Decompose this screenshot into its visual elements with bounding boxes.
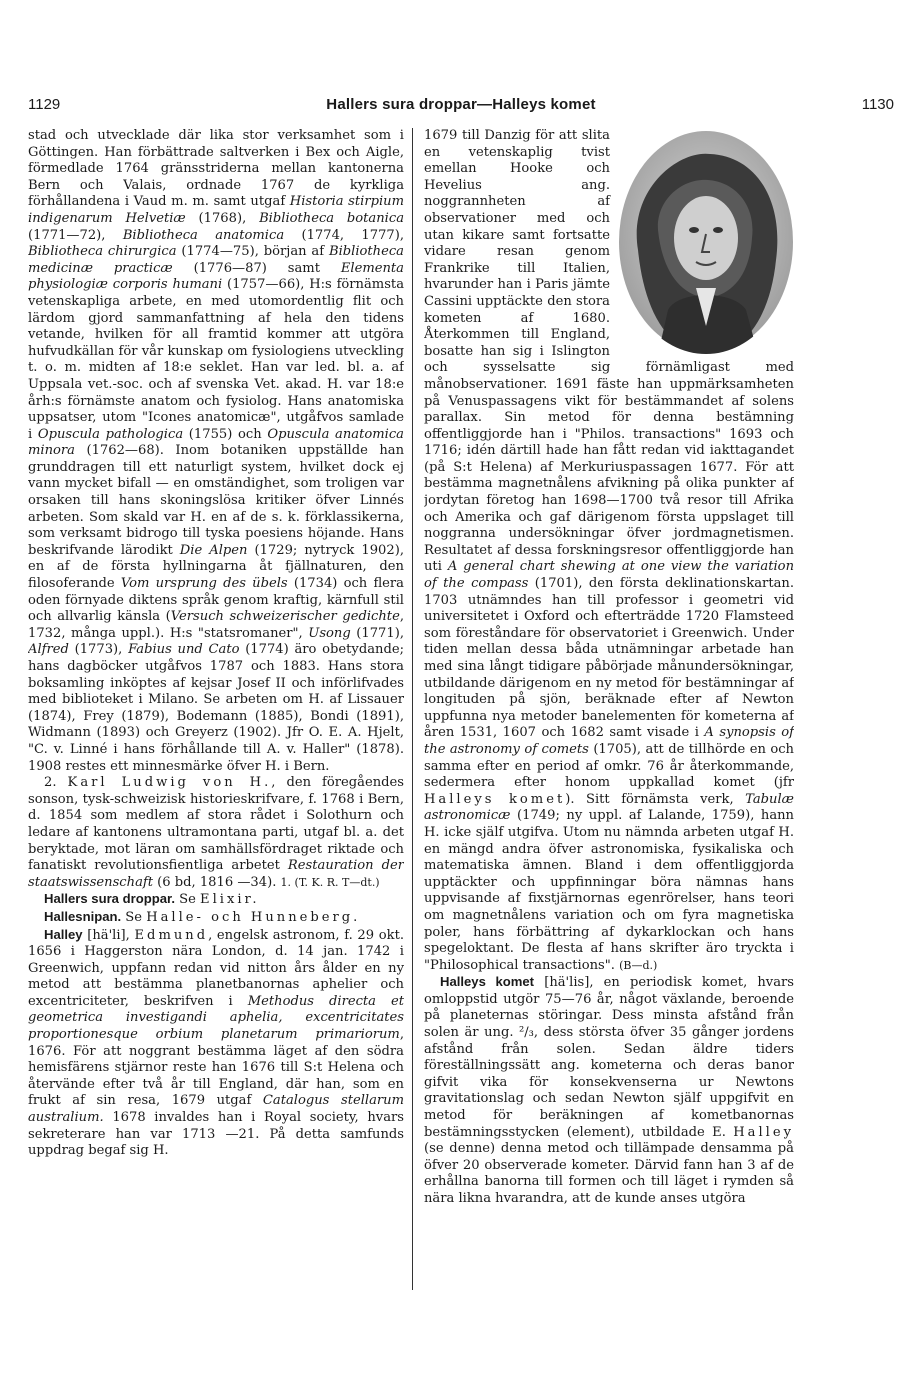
author-signature: (B—d.) xyxy=(619,958,658,972)
entry-hallesnipan: Hallesnipan. Se Halle- och Hunneberg. xyxy=(44,908,361,925)
cross-reference[interactable]: Halle- och Hunneberg. xyxy=(146,909,361,925)
page-number-right: 1130 xyxy=(861,96,894,113)
headword: Hallesnipan. xyxy=(44,908,122,924)
cross-reference[interactable]: Halleys komet xyxy=(424,791,566,807)
author-signature: 1. (T. K. R. T—dt.) xyxy=(280,875,380,889)
left-column xyxy=(28,128,404,1290)
halley-entry-continuation: 1679 till Danzig för att slita en vetenskaplig tvist emellan Hooke och Hevelius ang. noggrannheten af observationer med och utan kikare samt fortsatte vidare resan genom Frankrike till Italien, hvarunder han i Paris jämte Cassini upptäckte den stora kometen af 1680. Återkommen till England, bosatte han sig i Islington och sysselsatte sig förnämligast med månobservationer. 1691 fäste han uppmärksamheten på Venuspassagens vikt för bestämmandet af solens parallax. Sin metod för denna bestämning offentliggjorde han i "Philos. transactions" 1693 och 1716; idén därtill hade han fått redan vid iakttagandet (på S:t Helena) af Merkuriuspassagen 1677. För att bestämma magnetnålens afvikning på olika punkter af jordytan företog han 1698—1700 två resor till Afrika och Amerika och gaf därigenom första uppslaget till noggranna undersökningar öfver jordmagnetismen. Resultatet af dessa forskningsresor offentliggjorde han uti A general chart shewing at one view the variation of the compass (1701), den första deklinationskartan. 1703 utnämndes han till professor i geometri vid universitetet i Oxford och efterträdde 1720 Flamsteed som föreståndare för observatoriet i Greenwich. Under tiden mellan dessa båda utnämningar arbetade han med sina långt tidigare påbörjade månundersökningar, utbildande därigenom en ny metod för bestämningar af longituden på sjön, beräknade efter af Newton uppfunna nya metoder banelementen för kometerna af åren 1531, 1607 och 1682 samt visade i A synopsis of the astronomy of comets (1705), att de tillhörde en och samma efter en period af omkr. 76 år återkommande, sedermera efter honom uppkallad komet (jfr Halleys komet). Sitt förnämsta verk, Tabulæ astronomicæ (1749; ny uppl. af Lalande, 1759), hann H. icke själf utgifva. Utom nu nämnda arbeten utgaf H. en mängd andra öfver astronomiska, fysikaliska och matematiska ämnen. Bland i dem offentliggjorda upptäckter och uppfinningar böra nämnas hans uppvisande af fixstjärnornas egenrörelser, hans teori om magnetnålens variation och om fyra magnetiska poler, hans förbättring af dykarklockan och hans spegeloktant. De flesta af hans skrifter äro tryckta i "Philosophical transactions". (B—d.) xyxy=(424,128,794,973)
entry-halley: Halley [hä'li], Edmund, engelsk astronom, f. 29 okt. 1656 i Haggerston nära London, d. 14 jan. 1742 i Greenwich, uppfann redan vid nitton års ålder en ny metod att bestämma planetbanornas aphelier och excentriciteter, beskrifven i Methodus directa et geometrica investigandi aphelia, excentricitates proportionesque orbium planetarum primariorum, 1676. För att noggrant bestämma läget af den södra hemisfärens stjärnor reste han 1676 till S:t Helena och återvände efter två år till England, där han, som en frukt af sin resa, 1679 utgaf Catalogus stellarum australium. 1678 invaldes han i Royal society, hvars sekreterare han var 1713 —21. På detta samfunds uppdrag begaf sig H. xyxy=(28,926,404,1159)
headword: Halleys komet xyxy=(440,974,535,990)
page-number-left: 1129 xyxy=(28,96,61,113)
column-divider xyxy=(412,128,413,1290)
running-title: Hallers sura droppar—Halleys komet xyxy=(326,96,596,113)
portrait-engraving-icon xyxy=(618,130,794,354)
headword: Halley xyxy=(44,926,83,942)
haller-subentry-2: 2. Karl Ludwig von H., den föregåendes sonson, tysk-schweizisk historieskrifvare, f. 1768 i Bern, d. 1854 som medlem af stora rådet i Solothurn och ledare af kantonens ultramontana parti, utgaf bl. a. det beryktade, mot läran om samhällsfördraget riktade och fanatiskt revolutionsfientliga arbetet Restauration der staatswissenschaft (6 bd, 1816 —34). 1. (T. K. R. T—dt.) xyxy=(28,775,404,890)
right-column xyxy=(424,128,794,1290)
headword: Hallers sura droppar. xyxy=(44,891,175,907)
haller-entry-continuation: stad och utvecklade där lika stor verksamhet som i Göttingen. Han förbättrade saltverken i Bex och Aigle, förmedlade 1764 gränsstriderna mellan kantonerna Bern och Valais, ordnade 1767 de kyrkliga förhållandena i Vaud m. m. samt utgaf Historia stirpium indigenarum Helvetiæ (1768), Bibliotheca botanica (1771—72), Bibliotheca anatomica (1774, 1777), Bibliotheca chirurgica (1774—75), början af Bibliotheca medicinæ practicæ (1776—87) samt Elementa physiologiæ corporis humani (1757—66), H:s förnämsta vetenskapliga arbete, en med utomordentlig flit och lärdom gjord sammanfattning af hela den tidens vetande, hvilken för all framtid kommer att utgöra hufvudkällan för vår kunskap om fysiologiens utveckling t. o. m. midten af 18:e seklet. Han var led. bl. a. af Uppsala vet.-soc. och af svenska Vet. akad. H. var 18:e årh:s förnämste anatom och fysiolog. Hans anatomiska uppsatser, utom "Icones anatomicæ", utgåfvos samlade i Opuscula pathologica (1755) och Opuscula anatomica minora (1762—68). Inom botaniken uppställde han grunddragen till ett naturligt system, hvilket dock ej vann mycket bifall — en omständighet, som troligen var orsaken till hans skoningslösa kritiker öfver Linnés arbeten. Som skald var H. en af de s. k. förklassikerna, som verksamt bidrogo till tyska poesiens höjande. Hans beskrifvande lärodikt Die Alpen (1729; nytryck 1902), en af de första hyllningarna åt fjällnaturen, den filosoferande Vom ursprung des übels (1734) och flera oden förnyade diktens språk genom kraftig, kärnfull stil och allvarlig känsla (Versuch schweizerischer gedichte, 1732, många uppl.). H:s "statsromaner", Usong (1771), Alfred (1773), Fabius und Cato (1774) äro obetydande; hans dagböcker utgåfvos 1787 och 1883. Hans stora boksamling inköptes af kejsar Josef II och införlifvades med biblioteket i Milano. Se arbeten om H. af Lissauer (1874), Frey (1879), Bodemann (1885), Bondi (1891), Widmann (1893) och Greyerz (1902). Jfr O. E. A. Hjelt, "C. v. Linné i hans förhållande till A. v. Haller" (1878). 1908 restes ett minnesmärke öfver H. i Bern. xyxy=(28,128,404,774)
cross-reference[interactable]: Elixir. xyxy=(200,892,260,908)
entry-halleys-komet: Halleys komet [hä'lis], en periodisk komet, hvars omloppstid utgör 75—76 år, något växlande, beroende på planeternas störingar. Dess minsta afstånd från solen är ung. ²/₃, dess största öfver 35 gånger jordens afstånd från solen. Sedan äldre tiders föreställningssätt ang. kometerna och deras banor gifvit vika för konsekvenserna ur Newtons gravitationslag och sedan Newton själf uppgifvit en metod för beräkningen af kometbanornas bestämningsstycken (element), utbildade E. Halley (se denne) denna metod och tillämpade densamma på öfver 20 observerade kometer. Därvid fann han 3 af de erhållna banorna till formen och till läget i rymden så nära likna hvarandra, att de kunde anses utgöra xyxy=(424,974,794,1206)
cross-reference[interactable]: Halley xyxy=(733,1124,794,1140)
entry-hallers-sura-droppar: Hallers sura droppar. Se Elixir. xyxy=(44,891,260,908)
page-header xyxy=(28,96,894,118)
